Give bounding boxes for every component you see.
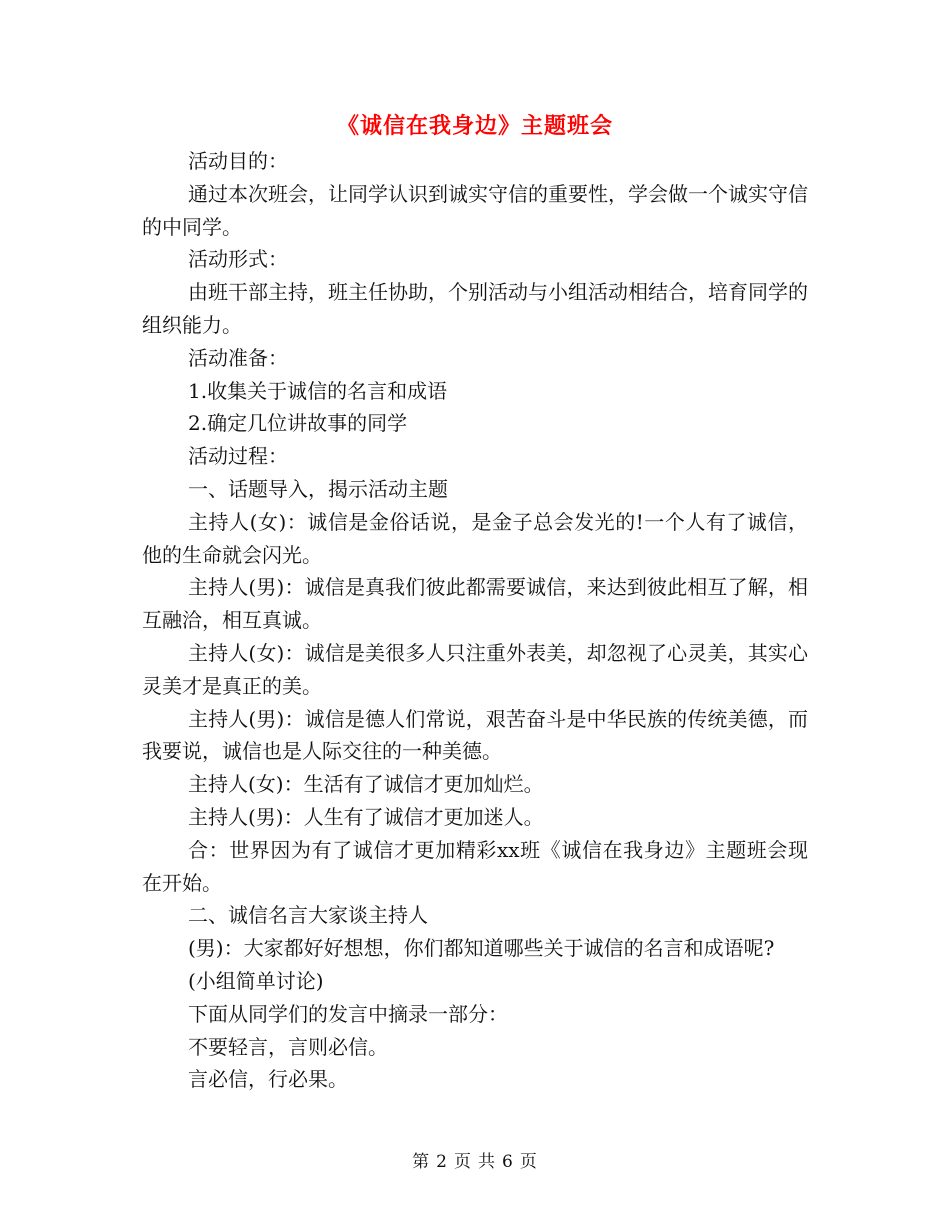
paragraph: (男)：大家都好好想想，你们都知道哪些关于诚信的名言和成语呢?: [188, 936, 775, 961]
paragraph: 活动目的：: [188, 149, 288, 173]
footer-total-pages: 6: [502, 1152, 514, 1172]
paragraph: 通过本次班会，让同学认识到诚实守信的重要性，学会做一个诚实守信的中同学。: [142, 181, 808, 239]
footer-prefix: 第: [412, 1152, 431, 1172]
footer-page-word: 页: [454, 1152, 472, 1172]
paragraph: 不要轻言，言则必信。: [188, 1034, 388, 1059]
footer-suffix: 页: [519, 1152, 538, 1172]
paragraph: 主持人(女)：诚信是金俗话说，是金子总会发光的!一个人有了诚信，他的生命就会闪光。: [142, 509, 808, 567]
paragraph: 活动形式：: [188, 247, 288, 272]
paragraph: 活动过程：: [188, 444, 288, 469]
paragraph: 言必信，行必果。: [188, 1067, 348, 1092]
paragraph: 1.收集关于诚信的名言和成语: [188, 378, 448, 403]
paragraph: 一、话题导入，揭示活动主题: [188, 476, 448, 501]
paragraph: 合：世界因为有了诚信才更加精彩xx班《诚信在我身边》主题班会现在开始。: [142, 837, 808, 895]
paragraph: 下面从同学们的发言中摘录一部分：: [188, 1001, 508, 1026]
paragraph: (小组简单讨论): [188, 968, 324, 993]
document-title: 《诚信在我身边》主题班会: [336, 113, 613, 139]
paragraph: 二、诚信名言大家谈主持人: [188, 903, 428, 928]
paragraph: 2.确定几位讲故事的同学: [188, 411, 408, 436]
document-body: [142, 145, 808, 1096]
paragraph: 活动准备：: [188, 345, 288, 370]
page-footer: [0, 1150, 950, 1174]
paragraph: 主持人(女)：生活有了诚信才更加灿烂。: [188, 772, 544, 797]
footer-total-word: 共: [478, 1152, 496, 1172]
footer-current-page: 2: [436, 1152, 448, 1172]
paragraph: 主持人(男)：诚信是德人们常说，艰苦奋斗是中华民族的传统美德，而我要说，诚信也是人际交往的一种美德。: [142, 706, 808, 764]
paragraph: 主持人(男)：人生有了诚信才更加迷人。: [188, 804, 544, 829]
paragraph: 由班干部主持，班主任协助，个别活动与小组活动相结合，培育同学的组织能力。: [142, 280, 808, 337]
paragraph: 主持人(女)：诚信是美很多人只注重外表美，却忽视了心灵美，其实心灵美才是真正的美。: [142, 640, 808, 698]
paragraph: 主持人(男)：诚信是真我们彼此都需要诚信，来达到彼此相互了解，相互融洽，相互真诚。: [142, 575, 808, 633]
